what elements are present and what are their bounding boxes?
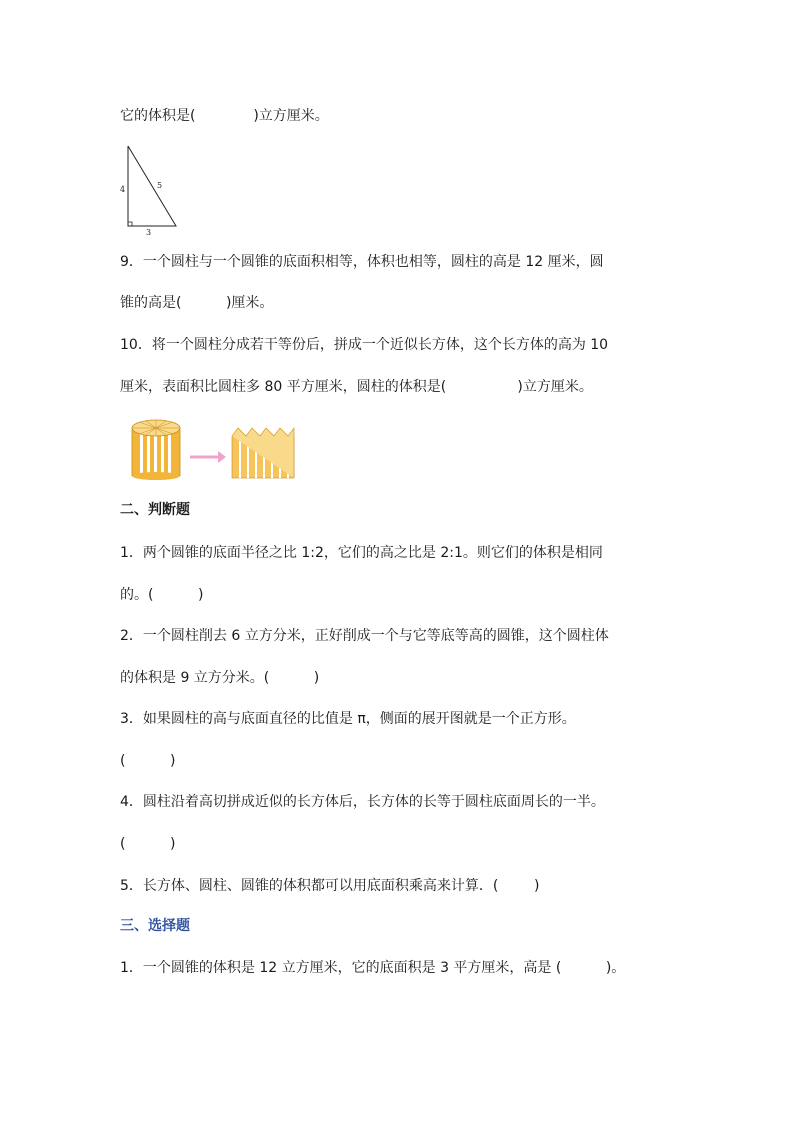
right-angle-mark bbox=[128, 222, 132, 226]
cylinder-illustration bbox=[132, 420, 180, 480]
judge-1-line-1: 1．两个圆锥的底面半径之比 1:2，它们的高之比是 2:1。则它们的体积是相同 bbox=[120, 545, 603, 561]
question-8-end: 它的体积是( )立方厘米。 bbox=[120, 108, 329, 124]
cylinder-to-cuboid-figure bbox=[128, 418, 303, 480]
judge-3-line-1: 3．如果圆柱的高与底面直径的比值是 π，侧面的展开图就是一个正方形。 bbox=[120, 711, 576, 727]
judge-3-line-2: ( ) bbox=[120, 753, 176, 769]
triangle-outline bbox=[128, 146, 176, 226]
choice-1-line: 1．一个圆锥的体积是 12 立方厘米，它的底面积是 3 平方厘米，高是 ( )。 bbox=[120, 960, 626, 976]
triangle-side-a: 4 bbox=[120, 185, 126, 194]
cuboid-illustration bbox=[232, 428, 294, 478]
right-triangle-figure bbox=[114, 142, 184, 238]
section-heading-judge: 二、判断题 bbox=[120, 502, 190, 518]
judge-2-line-1: 2．一个圆柱削去 6 立方分米，正好削成一个与它等底等高的圆锥，这个圆柱体 bbox=[120, 628, 609, 644]
triangle-side-c: 5 bbox=[157, 181, 163, 190]
section-heading-choice: 三、选择题 bbox=[120, 918, 190, 934]
judge-2-line-2: 的体积是 9 立方分米。( ) bbox=[120, 670, 320, 686]
judge-4-line-1: 4．圆柱沿着高切拼成近似的长方体后，长方体的长等于圆柱底面周长的一半。 bbox=[120, 794, 605, 810]
judge-4-line-2: ( ) bbox=[120, 836, 176, 852]
question-9-line-2: 锥的高是( )厘米。 bbox=[120, 295, 274, 311]
question-10-line-1: 10．将一个圆柱分成若干等份后，拼成一个近似长方体，这个长方体的高为 10 bbox=[120, 337, 609, 353]
arrow-icon bbox=[190, 451, 226, 463]
triangle-side-b: 3 bbox=[146, 228, 152, 237]
question-9-line-1: 9．一个圆柱与一个圆锥的底面积相等，体积也相等，圆柱的高是 12 厘米，圆 bbox=[120, 254, 604, 270]
judge-1-line-2: 的。( ) bbox=[120, 587, 204, 603]
judge-5-line: 5．长方体、圆柱、圆锥的体积都可以用底面积乘高来计算．( ) bbox=[120, 878, 540, 894]
question-10-line-2: 厘米，表面积比圆柱多 80 平方厘米，圆柱的体积是( )立方厘米。 bbox=[120, 379, 593, 395]
